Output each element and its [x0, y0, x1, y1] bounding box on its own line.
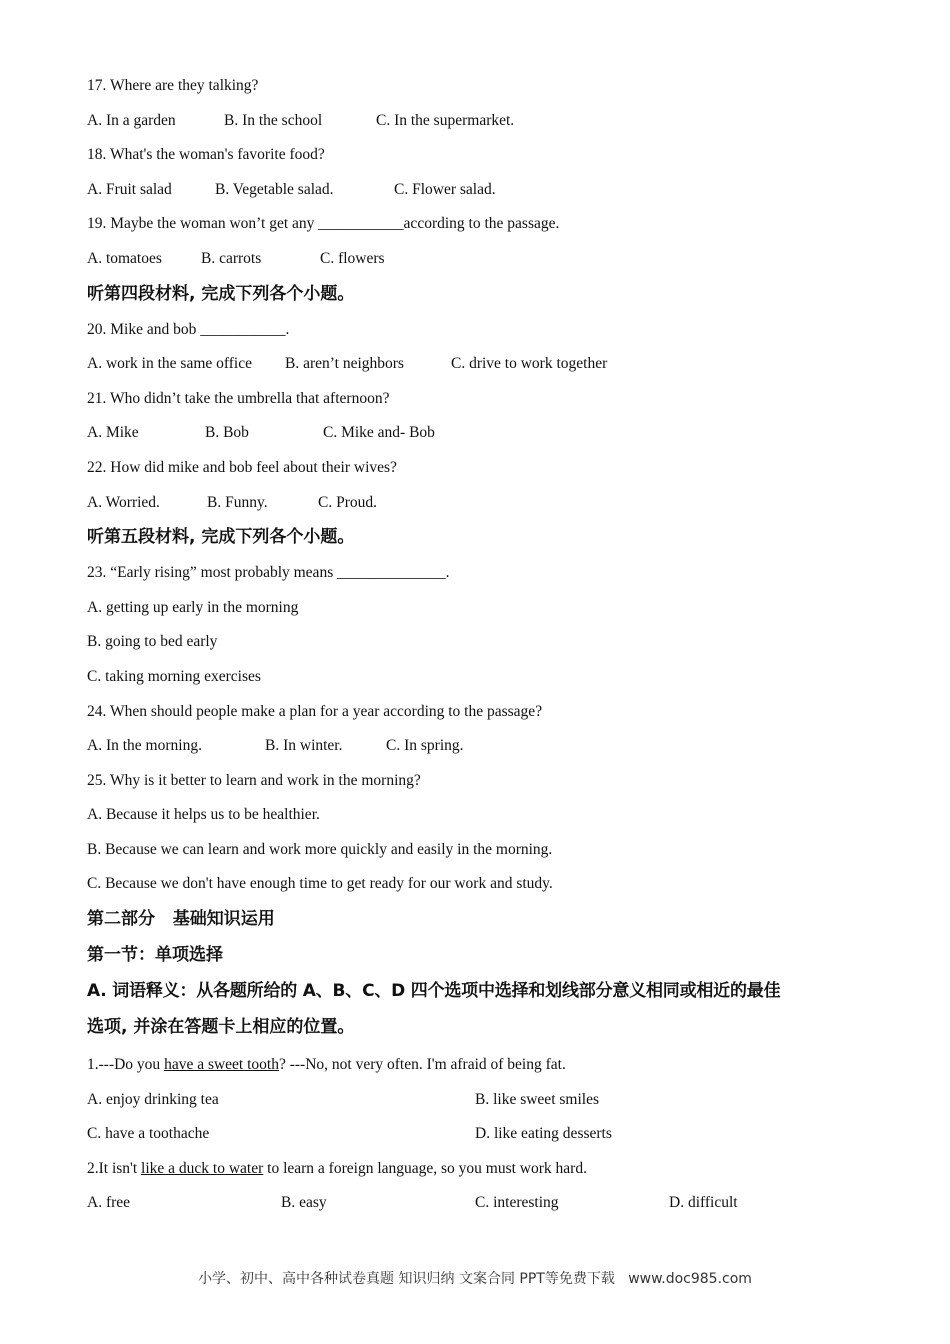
option-b: B. Bob — [205, 424, 249, 442]
question-25-option-c: C. Because we don't have enough time to get ready for our work and study. — [87, 875, 553, 893]
question-21-stem: 21. Who didn’t take the umbrella that afternoon? — [87, 389, 390, 407]
page-footer: 小学、初中、高中各种试卷真题 知识归纳 文案合同 PPT等免费下载 www.doc985.com — [198, 1271, 752, 1287]
question-25-option-a: A. Because it helps us to be healthier. — [87, 806, 320, 824]
question-18-stem: 18. What's the woman's favorite food? — [87, 146, 325, 164]
question-22-options — [87, 491, 887, 526]
option-c: C. In spring. — [386, 737, 464, 755]
vocab-2-post: to learn a foreign language, so you must work hard. — [263, 1159, 587, 1177]
option-b: B. In the school — [224, 111, 323, 129]
question-21-options — [87, 421, 887, 456]
option-a: A. In a garden — [87, 111, 176, 129]
option-c: C. interesting — [475, 1194, 559, 1212]
question-18-options — [87, 178, 887, 213]
question-23-option-c: C. taking morning exercises — [87, 667, 261, 685]
option-a: A. Worried. — [87, 493, 160, 511]
option-c: C. Flower salad. — [394, 180, 496, 198]
question-17-stem: 17. Where are they talking? — [87, 77, 259, 94]
vocab-1-options-row-1 — [87, 1088, 887, 1123]
option-a: A. enjoy drinking tea — [87, 1090, 219, 1108]
option-c: C. Mike and- Bob — [323, 424, 435, 442]
vocab-1-stem — [87, 1053, 887, 1088]
question-22-stem: 22. How did mike and bob feel about their wives? — [87, 458, 397, 476]
option-b: B. In winter. — [265, 737, 343, 755]
question-23-stem: 23. “Early rising” most probably means ______________. — [87, 564, 450, 582]
option-a: A. Mike — [87, 424, 139, 442]
option-b: B. Vegetable salad. — [215, 180, 334, 198]
vocab-2-stem — [87, 1157, 887, 1192]
question-25-option-b: B. Because we can learn and work more quickly and easily in the morning. — [87, 840, 553, 858]
question-19-stem: 19. Maybe the woman won’t get any ___________according to the passage. — [87, 215, 560, 233]
question-20-options — [87, 352, 887, 387]
option-d: D. difficult — [669, 1194, 738, 1212]
vocab-2-underlined: like a duck to water — [141, 1159, 264, 1177]
option-b: B. easy — [281, 1194, 327, 1212]
option-a: A. Fruit salad — [87, 180, 172, 198]
instruction-line-2: 选项, 并涂在答题卡上相应的位置。 — [87, 1017, 355, 1038]
option-a: A. tomatoes — [87, 249, 162, 267]
vocab-2-pre: 2.It isn't — [87, 1159, 142, 1177]
question-25-stem: 25. Why is it better to learn and work in the morning? — [87, 771, 421, 789]
question-24-options — [87, 734, 887, 769]
option-b: B. carrots — [201, 249, 262, 267]
option-a: A. work in the same office — [87, 355, 252, 373]
option-d: D. like eating desserts — [475, 1125, 612, 1143]
question-23-option-b: B. going to bed early — [87, 633, 218, 651]
option-c: C. Proud. — [318, 493, 377, 511]
instruction-line-1: A. 词语释义：从各题所给的 A、B、C、D 四个选项中选择和划线部分意义相同或相近的最佳 — [87, 981, 781, 1002]
option-c: C. drive to work together — [451, 355, 608, 373]
vocab-1-options-row-2 — [87, 1122, 887, 1157]
option-c: C. have a toothache — [87, 1125, 210, 1143]
vocab-1-post: ? ---No, not very often. I'm afraid of being fat. — [278, 1056, 566, 1074]
option-b: B. Funny. — [207, 493, 268, 511]
question-24-stem: 24. When should people make a plan for a year according to the passage? — [87, 702, 543, 720]
question-19-options — [87, 247, 887, 282]
option-a: A. In the morning. — [87, 737, 202, 755]
option-a: A. free — [87, 1194, 131, 1212]
question-20-stem: 20. Mike and bob ___________. — [87, 320, 290, 338]
section-4-heading: 听第四段材料, 完成下列各个小题。 — [87, 283, 355, 304]
part-2-heading: 第二部分 基础知识运用 — [87, 909, 275, 930]
option-b: B. like sweet smiles — [475, 1090, 599, 1108]
question-17-options — [87, 109, 887, 144]
question-23-option-a: A. getting up early in the morning — [87, 598, 299, 616]
exam-page — [87, 74, 887, 1226]
vocab-1-underlined: have a sweet tooth — [164, 1056, 279, 1074]
option-c: C. In the supermarket. — [376, 111, 515, 129]
option-c: C. flowers — [320, 249, 385, 267]
vocab-1-pre: 1.---Do you — [87, 1056, 165, 1074]
section-1-heading: 第一节：单项选择 — [87, 945, 223, 966]
vocab-2-options — [87, 1191, 887, 1226]
section-5-heading: 听第五段材料, 完成下列各个小题。 — [87, 527, 355, 548]
option-b: B. aren’t neighbors — [285, 355, 404, 373]
